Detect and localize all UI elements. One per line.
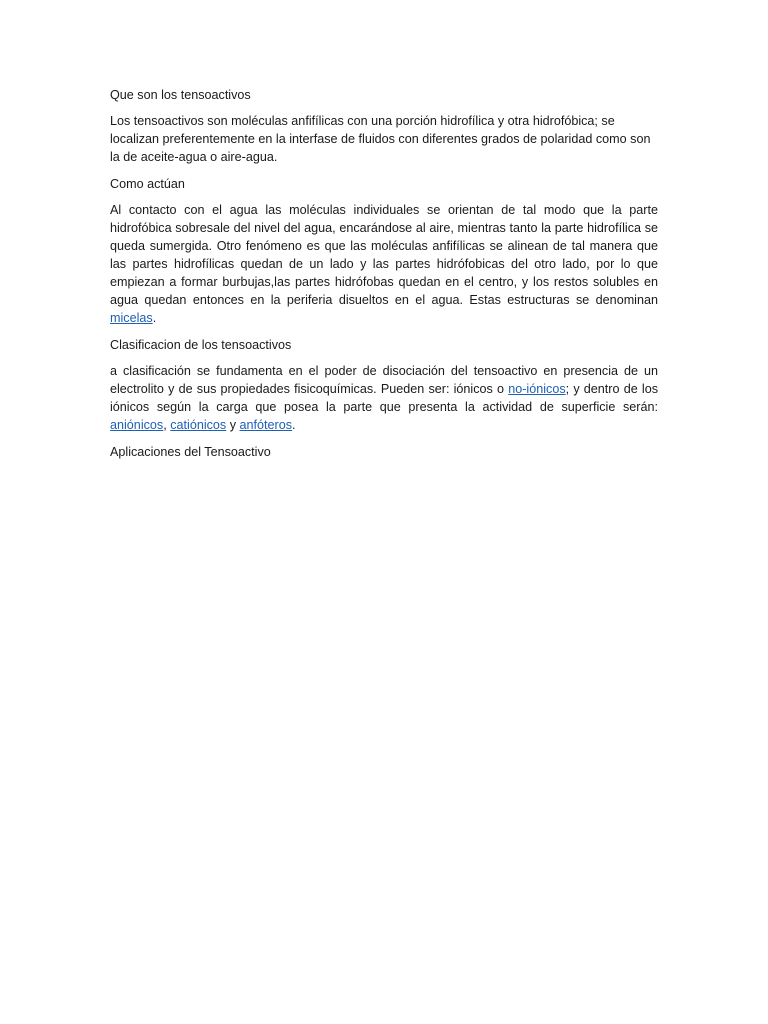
como-actuan-end: .: [152, 311, 157, 325]
paragraph-clasificacion: [110, 362, 658, 434]
link-micelas[interactable]: micelas: [110, 311, 153, 325]
clasificacion-mid: ; y dentro de los iónicos según la carga que posea la parte que presenta la actividad de superficie serán:: [110, 382, 658, 414]
link-anionicos[interactable]: aniónicos: [110, 418, 164, 432]
heading-clasificacion: Clasificacion de los tensoactivos: [110, 338, 292, 352]
link-anfoteros[interactable]: anfóteros: [239, 418, 293, 432]
separator-comma: ,: [163, 418, 171, 432]
clasificacion-text: a clasificación se fundamenta en el poder de disociación del tensoactivo en presencia de un electrolito y de sus propiedades fisicoquímicas. Pueden ser: iónicos o: [110, 364, 658, 396]
heading-que-son: Que son los tensoactivos: [110, 88, 251, 102]
link-no-ionicos[interactable]: no-iónicos: [508, 382, 566, 396]
link-cationicos[interactable]: catiónicos: [170, 418, 227, 432]
paragraph-definicion: Los tensoactivos son moléculas anfifílicas con una porción hidrofílica y otra hidrofóbica; se localizan preferentemente en la interfase de fluidos con diferentes grados de polaridad como son la de aceite-agua o aire-agua.: [110, 114, 651, 164]
clasificacion-end: .: [292, 418, 296, 432]
heading-como-actuan: Como actúan: [110, 177, 185, 191]
paragraph-como-actuan: [110, 201, 658, 327]
document-page: [110, 86, 658, 469]
como-actuan-text: Al contacto con el agua las moléculas individuales se orientan de tal modo que la parte hidrofóbica sobresale del nivel del agua, encarándose al aire, mientras tanto la parte hidrofílica se queda sumergida. Otro fenómeno es que las moléculas anfifílicas se alinean de tal manera que las partes hidrofílicas quedan de un lado y las partes hidrófobicas del otro lado, por lo que empiezan a formar burbujas,las partes hidrófobas quedan en el centro, y los restos solubles en agua quedan entonces en la periferia disueltos en el agua. Estas estructuras se denominan: [110, 203, 658, 307]
separator-y: y: [226, 418, 240, 432]
heading-aplicaciones: Aplicaciones del Tensoactivo: [110, 445, 271, 459]
